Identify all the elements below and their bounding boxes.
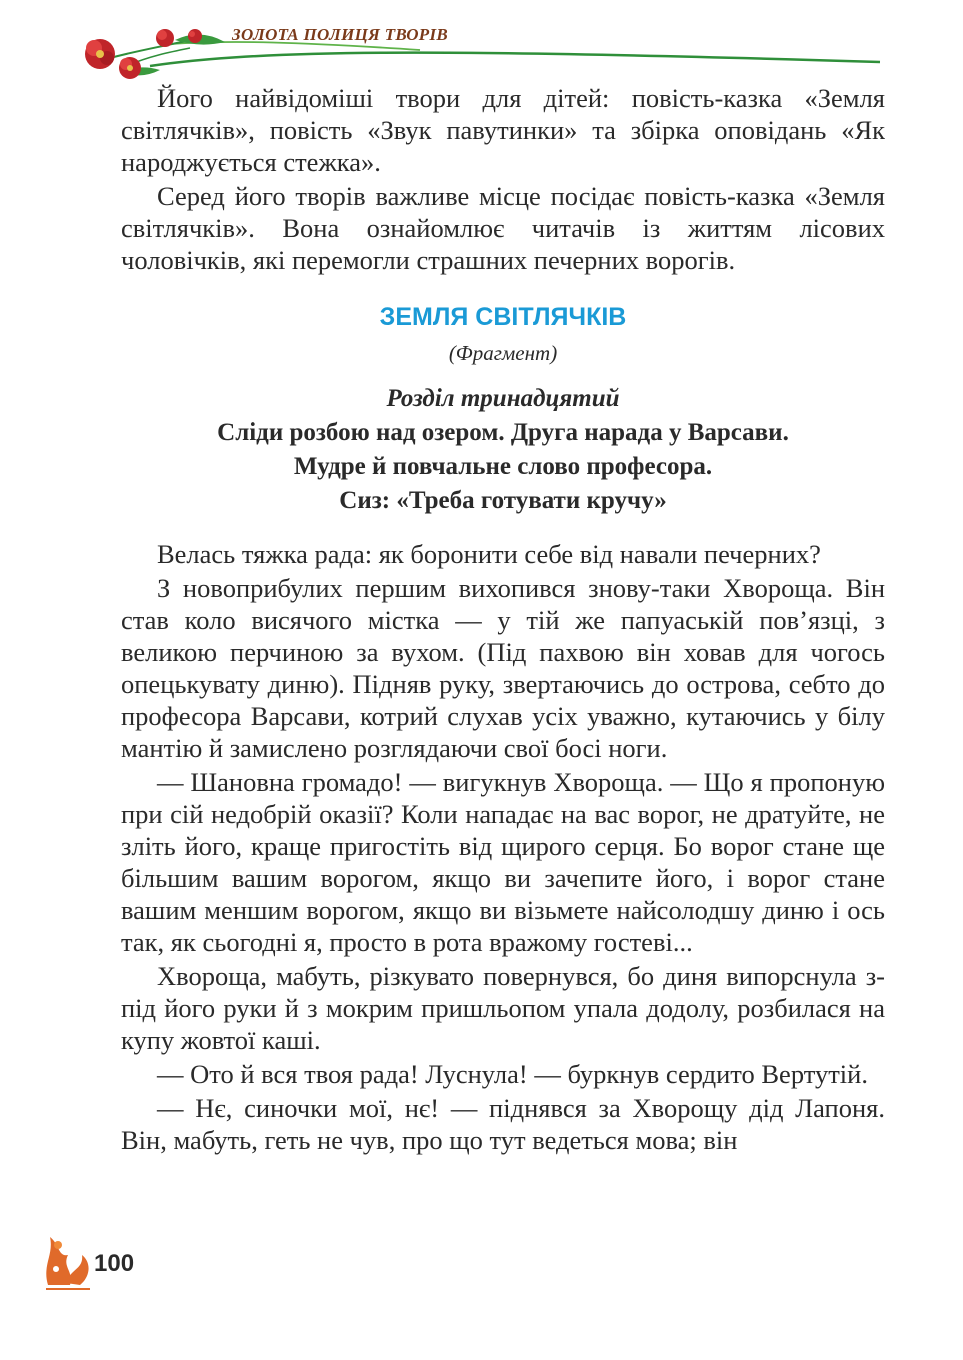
running-header: [0, 0, 963, 90]
intro-paragraph: Його найвідоміші твори для дітей: повість-казка «Земля світлячків», повість «Звук павутинки» та збірка оповідань «Як народжується стежка».: [121, 83, 885, 177]
body-paragraph: Хвороща, мабуть, різкувато повернувся, бо диня випорснула з-під його руки й з мокрим пришльопом упала додолу, розбилася на купу жовтої каші.: [121, 961, 885, 1055]
carnation-stem-decoration: [0, 0, 963, 90]
work-subtitle: (Фрагмент): [448, 341, 558, 365]
body-paragraph: З новоприбулих першим вихопився знову-таки Хвороща. Він став коло висячого містка — у тій же папуаській пов’язці, з великою перчиною за вухом. (Під пахвою він ховав для чогось опецькувату диню). Підняв руку, звертаючись до острова, себто до професора Варсави, котрий слухав усіх уважно, кутаючись у білу мантію й замислено розглядаючи свої босі ноги.: [121, 573, 885, 763]
chapter-heading-line: Сиз: «Треба готувати кручу»: [339, 487, 667, 514]
chapter-heading-line: Мудре й повчальне слово професора.: [293, 453, 713, 480]
carnation-flower-icon: [119, 57, 141, 79]
carnation-bud-icon: [188, 29, 202, 43]
carnation-flower-icon: [156, 29, 174, 47]
body-paragraph: — Нє, синочки мої, нє! — піднявся за Хворощу дід Лапоня. Він, мабуть, геть не чув, про що тут ведеться мова; він: [121, 1093, 885, 1155]
body-paragraph: — Шановна громадо! — вигукнув Хвороща. — Що я пропоную при сій недобрій оказії? Коли нападає на вас ворог, не дратуйте, не зліть його, краще пригостіть від щирого серця. Бо ворог стане ще більшим вашим ворогом, якщо ви зачепите його, і ворог стане вашим меншим ворогом, якщо ви візьмете найсолодшу диню і ось так, як сьогодні я, просто в рота вражому гостеві...: [121, 767, 885, 957]
intro-paragraph: Серед його творів важливе місце посідає повість-казка «Земля світлячків». Вона ознайомлює читачів із життям лісових чоловічків, які перемогли страшних печерних ворогів.: [121, 181, 885, 275]
body-paragraph: — Ото й вся твоя рада! Луснула! — буркнув сердито Вертутій.: [157, 1059, 868, 1089]
body-paragraph: Велась тяжка рада: як боронити себе від навали печерних?: [157, 539, 821, 569]
ornament-corner-icon: [40, 1225, 96, 1291]
carnation-flower-icon: [85, 39, 115, 69]
page-number: 100: [94, 1250, 135, 1277]
work-title: ЗЕМЛЯ СВІТЛЯЧКІВ: [379, 303, 627, 331]
page-content: [121, 82, 885, 1156]
series-title: ЗОЛОТА ПОЛИЦЯ ТВОРІВ: [232, 25, 449, 44]
chapter-heading-line: Сліди розбою над озером. Друга нарада у Варсави.: [217, 419, 789, 446]
chapter-title: Розділ тринадцятий: [386, 385, 620, 412]
page-footer: [40, 1225, 160, 1295]
